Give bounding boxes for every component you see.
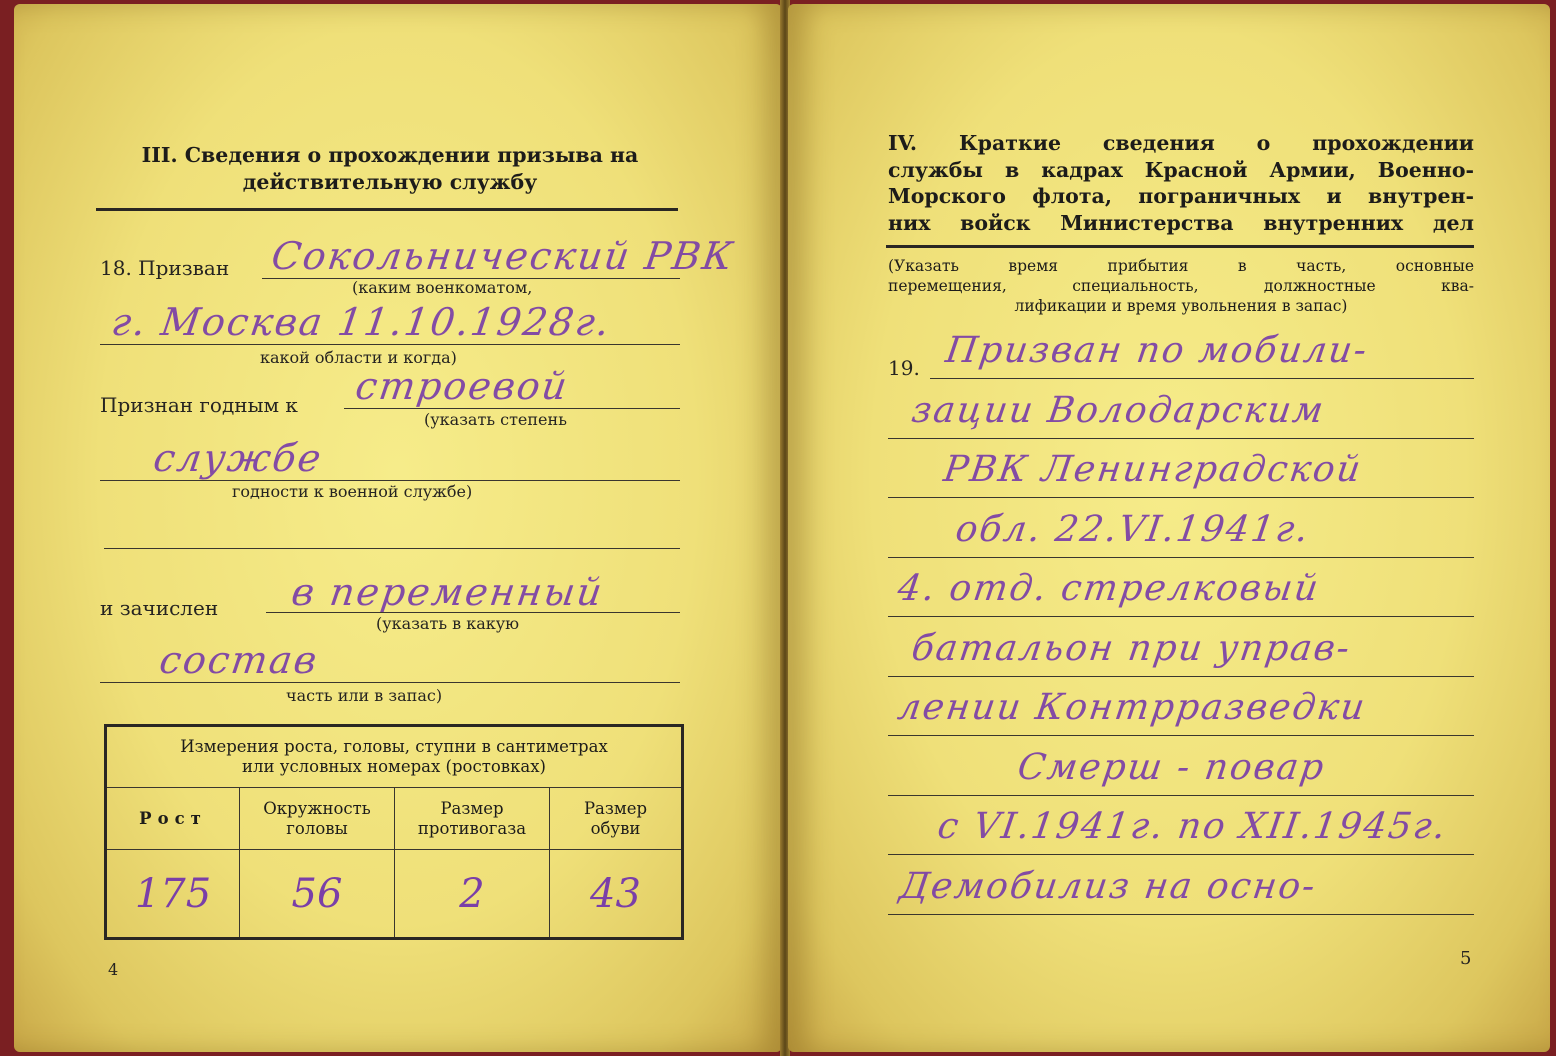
enrolled-rule2 [100, 682, 680, 683]
enrolled-handwriting-line1: в переменный [288, 570, 607, 614]
field18-rule2 [100, 344, 680, 345]
fit-handwriting-line2: службе [150, 436, 326, 480]
field18-caption2: какой области и когда) [260, 348, 457, 367]
service-record-line: Смерш - повар [1015, 747, 1329, 788]
enrolled-label: и зачислен [100, 596, 219, 620]
service-record-rule [888, 616, 1474, 617]
service-record-rule [888, 438, 1474, 439]
enrolled-caption2: часть или в запас) [286, 686, 443, 705]
service-record-rule [888, 795, 1474, 796]
measurements-title [106, 726, 683, 788]
service-record-rule [888, 735, 1474, 736]
service-record-line: обл. 22.VI.1941г. [953, 509, 1313, 550]
fit-caption2: годности к военной службе) [232, 482, 473, 501]
section-3-divider [96, 208, 678, 211]
page-number-left: 4 [108, 960, 119, 979]
header-gas-mask-size: Размер противогаза [395, 788, 550, 850]
instructions-line3: лификации и время увольнения в запас) [1014, 297, 1348, 316]
measurements-title-line2: или условных номерах (ростовках) [242, 757, 546, 776]
service-record-rule [888, 676, 1474, 677]
field18-handwriting-line1: Сокольнический РВК [268, 234, 738, 278]
header-shoe-size: Размер обуви [550, 788, 683, 850]
field18-handwriting-line2: г. Москва 11.10.1928г. [108, 300, 614, 344]
value-head-circumference: 56 [240, 850, 395, 939]
page-number-right: 5 [1460, 948, 1472, 969]
section-4-instructions [888, 256, 1474, 316]
section-3-title-line2: действительную службу [242, 169, 538, 194]
section-4-title-line4: них войск Министерства внутренних дел [888, 210, 1474, 235]
blank-rule [104, 548, 680, 549]
fit-caption1: (указать степень [424, 410, 567, 429]
service-record-line: Демобилиз на осно- [897, 866, 1320, 907]
field19-label: 19. [888, 356, 920, 380]
section-4-title-line3: Морского флота, пограничных и внутрен- [888, 184, 1474, 209]
service-record-rule [888, 854, 1474, 855]
enrolled-caption1: (указать в какую [376, 614, 520, 633]
section-4-divider [886, 245, 1474, 248]
section-4-title [888, 130, 1474, 237]
section-4-title-line1: IV. Краткие сведения о прохождении [888, 131, 1474, 155]
enrolled-handwriting-line2: состав [156, 638, 322, 682]
fit-rule1 [344, 408, 680, 409]
service-record-rule [930, 378, 1474, 379]
fit-rule2 [100, 480, 680, 481]
service-record-line: батальон при управ- [909, 628, 1354, 669]
section-4-title-line2: службы в кадрах Красной Армии, Военно- [888, 157, 1474, 182]
enrolled-rule1 [266, 612, 680, 613]
fit-label: Признан годным к [100, 393, 298, 417]
service-record-rule [888, 557, 1474, 558]
service-record-line: с VI.1941г. по XII.1945г. [935, 806, 1450, 847]
instructions-line2: перемещения, специальность, должностные ква- [888, 277, 1474, 296]
fit-handwriting-line1: строевой [352, 364, 572, 408]
service-record-rule [888, 497, 1474, 498]
value-gas-mask-size: 2 [395, 850, 550, 939]
value-shoe-size: 43 [550, 850, 683, 939]
measurements-title-line1: Измерения роста, головы, ступни в сантиметрах [180, 737, 608, 757]
instructions-line1: (Указать время прибытия в часть, основные [888, 257, 1474, 275]
header-head-circumference: Окружность головы [240, 788, 395, 850]
service-record-line: зации Володарским [909, 390, 1328, 431]
service-record-line: 4. отд. стрелковый [895, 568, 1323, 609]
measurements-table [104, 724, 684, 940]
field18-label: 18. Призван [100, 256, 230, 280]
section-3-title [90, 142, 690, 195]
section-3-title-line1: III. Сведения о прохождении призыва на [141, 143, 639, 167]
service-record-rule [888, 914, 1474, 915]
value-height: 175 [106, 850, 240, 939]
service-record-line: РВК Ленинградской [941, 449, 1365, 490]
field18-caption1: (каким военкоматом, [352, 278, 533, 297]
service-record-line: лении Контрразведки [895, 687, 1369, 728]
service-record-line: Призван по мобили- [943, 330, 1371, 371]
header-height: Рост [106, 788, 240, 850]
